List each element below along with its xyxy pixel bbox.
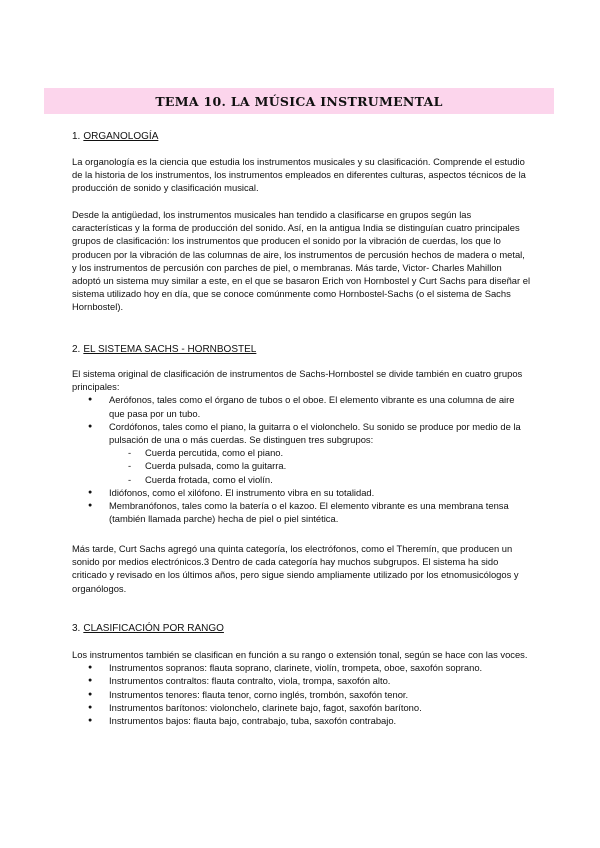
list-item: ● Instrumentos bajos: flauta bajo, contrabajo, tuba, saxofón contrabajo. bbox=[72, 714, 532, 727]
list-item: ● Instrumentos tenores: flauta tenor, corno inglés, trombón, saxofón tenor. bbox=[72, 688, 532, 701]
list-item bbox=[72, 486, 532, 499]
sub-list-item: - Cuerda percutida, como el piano. bbox=[109, 446, 532, 459]
subgroups-list bbox=[109, 446, 532, 486]
section-2-heading bbox=[72, 343, 532, 356]
section-3-heading bbox=[72, 622, 532, 635]
page-title: TEMA 10. LA MÚSICA INSTRUMENTAL bbox=[155, 93, 443, 109]
list-item bbox=[72, 393, 532, 419]
sub-list-item: - Cuerda frotada, como el violín. bbox=[109, 473, 532, 486]
list-item-text: Idiófonos, como el xilófono. El instrumento vibra en su totalidad. bbox=[109, 486, 375, 498]
paragraph-text: Más tarde, Curt Sachs agregó una quinta categoría, los electrófonos, como el Theremín, que producen un sonido por medios electrónicos.3 Dentro de cada categoría hay muchos subgrupos. El sistema ha sido criticado y revisado en los últimos años, pero sigue siendo ampliamente utilizado por los etnomusicólogos y organólogos. bbox=[72, 543, 519, 594]
section-2-number: 2. bbox=[72, 344, 81, 355]
section-1-number: 1. bbox=[72, 131, 81, 142]
list-item-text: Aerófonos, tales como el órgano de tubos o el oboe. El elemento vibrante es una columna de aire que pasa por un tubo. bbox=[109, 394, 515, 419]
list-item-text: Cordófonos, tales como el piano, la guitarra o el violonchelo. Su sonido se produce por medio de la pulsación de una o más cuerdas. Se distinguen tres subgrupos: bbox=[109, 420, 521, 446]
section-1-paragraph-1 bbox=[72, 155, 532, 195]
section-1-heading bbox=[72, 130, 532, 143]
section-2-paragraph-after bbox=[72, 542, 532, 595]
instrument-groups-list bbox=[72, 393, 532, 525]
section-3-intro: Los instrumentos también se clasifican en función a su rango o extensión tonal, según se hace con las voces. bbox=[72, 649, 528, 660]
section-2-intro: El sistema original de clasificación de instrumentos de Sachs-Hornbostel se divide también en cuatro grupos principales: bbox=[72, 368, 523, 393]
section-1-title: ORGANOLOGÍA bbox=[83, 131, 159, 142]
list-item: ● Instrumentos contraltos: flauta contralto, viola, trompa, saxofón alto. bbox=[72, 674, 532, 687]
paragraph-text: La organología es la ciencia que estudia los instrumentos musicales y su clasificación. Comprende el estudio de la historia de los instrumentos, los instrumentos empleados en diferentes culturas, aspectos técnicos de la producción de sonido y clasificación musical. bbox=[72, 156, 526, 194]
paragraph-text: Desde la antigüedad, los instrumentos musicales han tendido a clasificarse en grupos según las características y la forma de producción del sonido. Así, en la antigua India se distinguían cuatro principales grupos de clasificación: los instrumentos que producen el sonido por la vibración de cuerdas, los que lo producen por la vibración de las columnas de aire, los instrumentos de percusión hechos de madera o metal, y los instrumentos de percusión con parches de piel, o membranas. Más tarde, Victor- Charles Mahillon adoptó un sistema muy similar a este, en el que se basaron Erich von Hornbostel y Curt Sachs para diseñar el sistema utilizado hoy en día, que se conoce comúnmente como Hornbostel-Sachs (o el sistema de Sachs Hornbostel). bbox=[72, 209, 531, 313]
section-1-paragraph-2 bbox=[72, 208, 532, 314]
list-item: ● Instrumentos barítonos: violonchelo, clarinete bajo, fagot, saxofón barítono. bbox=[72, 701, 532, 714]
list-item: ● Instrumentos sopranos: flauta soprano, clarinete, violín, trompeta, oboe, saxofón soprano. bbox=[72, 661, 532, 674]
section-3-title: CLASIFICACIÓN POR RANGO bbox=[83, 623, 224, 634]
list-item bbox=[72, 499, 532, 525]
section-3-number: 3. bbox=[72, 623, 81, 634]
section-2-title: EL SISTEMA SACHS - HORNBOSTEL bbox=[83, 344, 257, 355]
list-item bbox=[72, 420, 532, 486]
section-2-body bbox=[72, 367, 532, 525]
sub-list-item: - Cuerda pulsada, como la guitarra. bbox=[109, 459, 532, 472]
section-3-body bbox=[72, 648, 532, 727]
range-list bbox=[72, 661, 532, 727]
title-banner bbox=[44, 88, 554, 114]
list-item-text: Membranófonos, tales como la batería o el kazoo. El elemento vibrante es una membrana tensa (también llamada parche) hecha de piel o piel sintética. bbox=[109, 500, 509, 525]
